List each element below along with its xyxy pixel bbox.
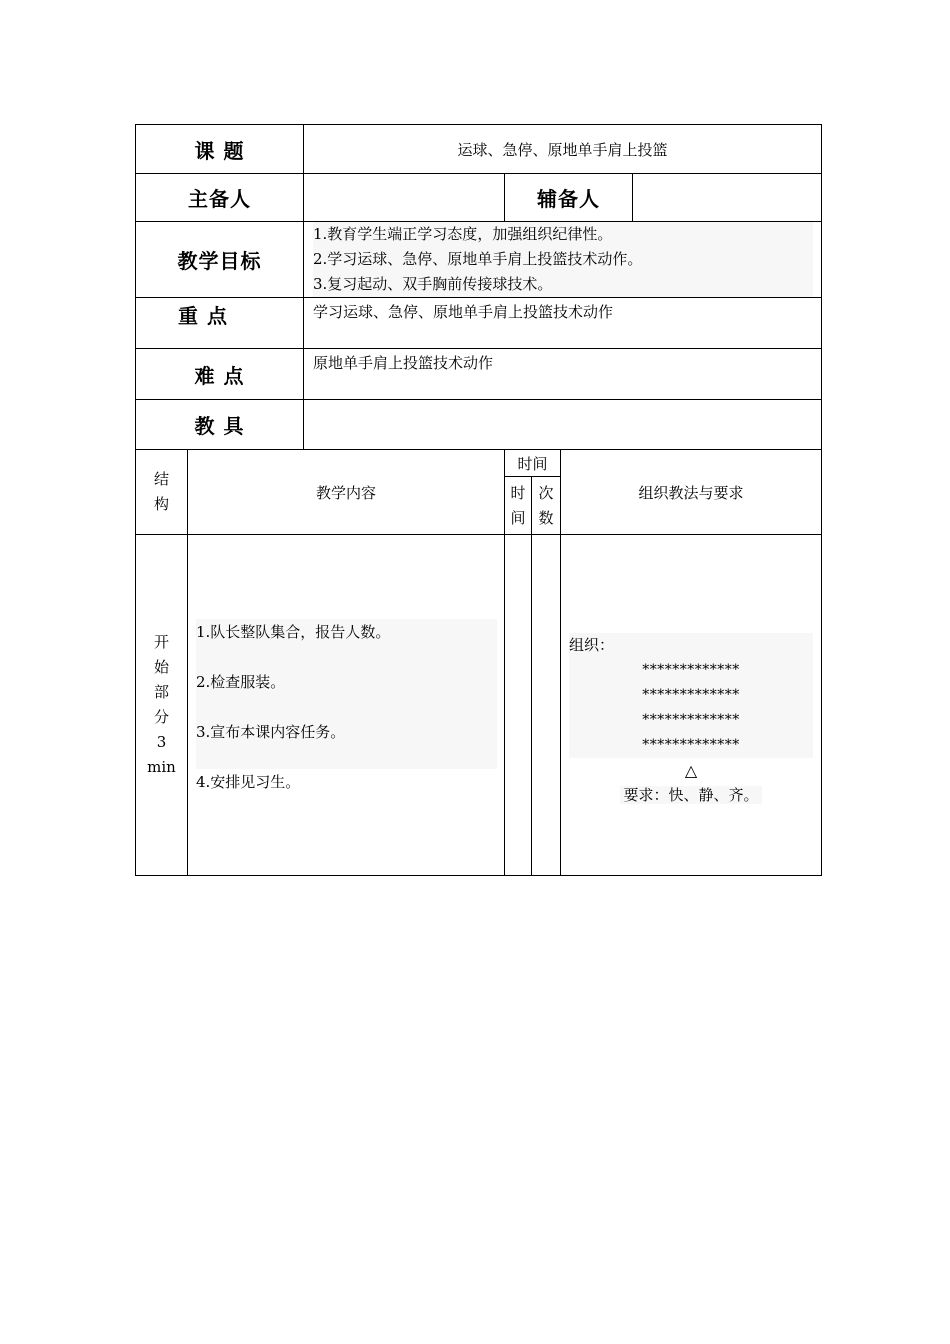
objectives-label: 教学目标: [136, 222, 304, 298]
org-label: 组织：: [569, 635, 615, 654]
assist-preparer-label: 辅备人: [505, 174, 633, 222]
structure-header-char: 构: [153, 495, 169, 513]
assist-preparer-value: [633, 174, 822, 222]
key-point-row: [136, 298, 822, 349]
count-header-char: 数: [538, 508, 554, 527]
tools-label: 教 具: [136, 400, 304, 450]
objectives-list: [313, 222, 813, 297]
start-section-organization: [561, 535, 822, 876]
formation-row: *************: [642, 711, 740, 728]
difficulty-row: [136, 349, 822, 400]
preparer-row: [136, 174, 822, 222]
formation-row: *************: [642, 686, 740, 703]
structure-char: 分: [153, 708, 169, 726]
structure-header: [136, 450, 188, 535]
structure-char: 开: [153, 633, 169, 651]
lead-preparer-label: 主备人: [136, 174, 304, 222]
content-item: 3.宣布本课内容任务。: [196, 723, 346, 741]
teacher-position-icon: △: [684, 760, 698, 780]
formation-diagram: [569, 633, 813, 758]
start-section-time: [505, 535, 532, 876]
topic-row: [136, 125, 822, 174]
formation-row: *************: [642, 661, 740, 678]
start-section-structure: [136, 535, 188, 876]
objectives-row: [136, 222, 822, 298]
key-point-value: 学习运球、急停、原地单手肩上投篮技术动作: [304, 298, 822, 349]
difficulty-value: 原地单手肩上投篮技术动作: [304, 349, 822, 400]
organization-block: [561, 633, 821, 808]
count-header: [532, 477, 561, 535]
objectives-cell: [304, 222, 822, 298]
requirement-line: [561, 783, 821, 808]
tools-value: [304, 400, 822, 450]
start-section-count: [532, 535, 561, 876]
objective-item: 1.教育学生端正学习态度，加强组织纪律性。: [313, 225, 613, 243]
formation-row: *************: [642, 736, 740, 753]
structure-char: 始: [153, 658, 169, 676]
structure-header-char: 结: [153, 470, 169, 488]
content-item: 4.安排见习生。: [196, 769, 497, 819]
start-section-content: [188, 535, 505, 876]
structure-char: 3: [156, 733, 167, 751]
difficulty-label: 难 点: [136, 349, 304, 400]
time-group-header: 时间: [505, 450, 561, 477]
lesson-plan-table: [135, 124, 822, 876]
tools-row: [136, 400, 822, 450]
content-item: 2.检查服装。: [196, 673, 286, 691]
content-item: 1.队长整队集合，报告人数。: [196, 623, 391, 641]
organization-header: 组织教法与要求: [561, 450, 822, 535]
objective-item: 2.学习运球、急停、原地单手肩上投篮技术动作。: [313, 250, 643, 268]
key-point-label: 重 点: [136, 298, 304, 349]
column-header-row-1: [136, 450, 822, 477]
lead-preparer-value: [304, 174, 505, 222]
time-header-char: 间: [510, 508, 526, 527]
time-header-char: 时: [510, 483, 526, 502]
content-list: [196, 619, 497, 819]
content-header: 教学内容: [188, 450, 505, 535]
count-header-char: 次: [538, 483, 554, 502]
start-section-row: [136, 535, 822, 876]
objective-item: 3.复习起动、双手胸前传接球技术。: [313, 275, 553, 293]
topic-label: 课 题: [136, 125, 304, 174]
requirement-text: 要求：快、静、齐。: [620, 786, 761, 804]
time-header: [505, 477, 532, 535]
structure-char: min: [147, 758, 176, 776]
structure-char: 部: [153, 683, 169, 701]
topic-value: 运球、急停、原地单手肩上投篮: [304, 125, 822, 174]
